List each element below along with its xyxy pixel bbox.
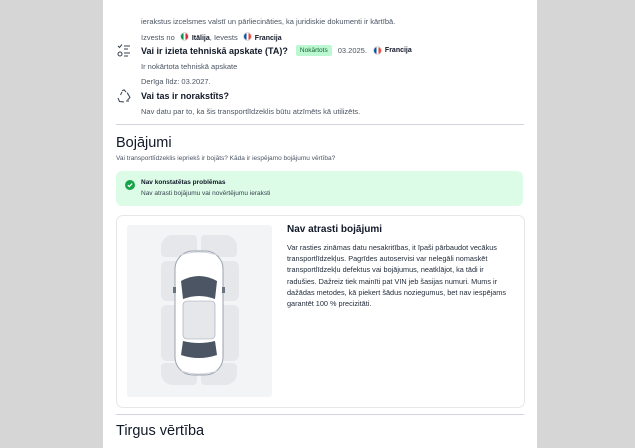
car-top-view-icon bbox=[173, 247, 225, 379]
check-circle-icon bbox=[125, 180, 135, 190]
origin-intro-text: ierakstus izcelsmes valstī un pārliecināties, ka juridiskie dokumenti ir kārtībā. bbox=[141, 17, 396, 26]
scrapped-answer: Nav datu par to, ka šis transportlīdzeklis būtu atzīmēts kā utilizēts. bbox=[141, 107, 361, 116]
imported-label: Ievests bbox=[213, 33, 238, 42]
exported-country: Itālija bbox=[191, 35, 210, 42]
inspection-question: Vai ir izieta tehniskā apskate (TA)? bbox=[141, 45, 288, 56]
checklist-icon bbox=[117, 43, 131, 58]
section-divider bbox=[116, 414, 524, 415]
inspection-row bbox=[141, 45, 412, 56]
car-damage-diagram bbox=[127, 225, 272, 397]
inspection-date: 03.2025. bbox=[337, 46, 367, 55]
status-badge: Nokārtots bbox=[296, 45, 332, 56]
alert-title: Nav konstatētas problēmas bbox=[141, 179, 226, 186]
alert-text: Nav atrasti bojājumu vai novērtējumu ieraksti bbox=[141, 190, 271, 197]
france-flag-icon bbox=[243, 32, 252, 41]
recycle-icon bbox=[117, 89, 131, 103]
damage-card bbox=[116, 215, 525, 408]
exported-label: Izvests no bbox=[141, 33, 175, 42]
section-divider bbox=[116, 124, 524, 125]
inspection-valid-until: Derīga līdz: 03.2027. bbox=[141, 77, 211, 86]
france-flag-icon bbox=[373, 46, 382, 55]
card-text: Var rasties zināmas datu nesakritības, it īpaši pārbaudot vecākus transportlīdzekļus. Pagrīdes autoservisi var nelegāli nomaskēt transportlīdzekļu defektus vai bojājumus, neatklājot, ka tādi ir radušies. Dažreiz tiek mainīti pat VIN jeb šasijas numuri. Mums ir dažādas metodes, kā piekert šādus noziegumus, bet nav iespējams garantēt 100 % precizitāti. bbox=[287, 243, 507, 309]
inspection-country: Francija bbox=[384, 47, 412, 54]
card-title: Nav atrasti bojājumi bbox=[287, 224, 383, 235]
damages-title: Bojājumi bbox=[116, 135, 172, 151]
market-title: Tirgus vērtība bbox=[116, 423, 205, 439]
origin-row: Izvests no Itālija, Ievests Francija bbox=[141, 33, 282, 42]
report-page bbox=[103, 0, 537, 448]
inspection-result: Ir nokārtota tehniskā apskate bbox=[141, 62, 238, 71]
damages-subtitle: Vai transportlīdzeklis iepriekš ir bojāts? Kāda ir iespējamo bojājumu vērtība? bbox=[116, 155, 336, 162]
italy-flag-icon bbox=[180, 32, 189, 41]
success-alert bbox=[116, 171, 523, 206]
imported-country: Francija bbox=[254, 35, 282, 42]
scrapped-question: Vai tas ir norakstīts? bbox=[141, 91, 230, 101]
